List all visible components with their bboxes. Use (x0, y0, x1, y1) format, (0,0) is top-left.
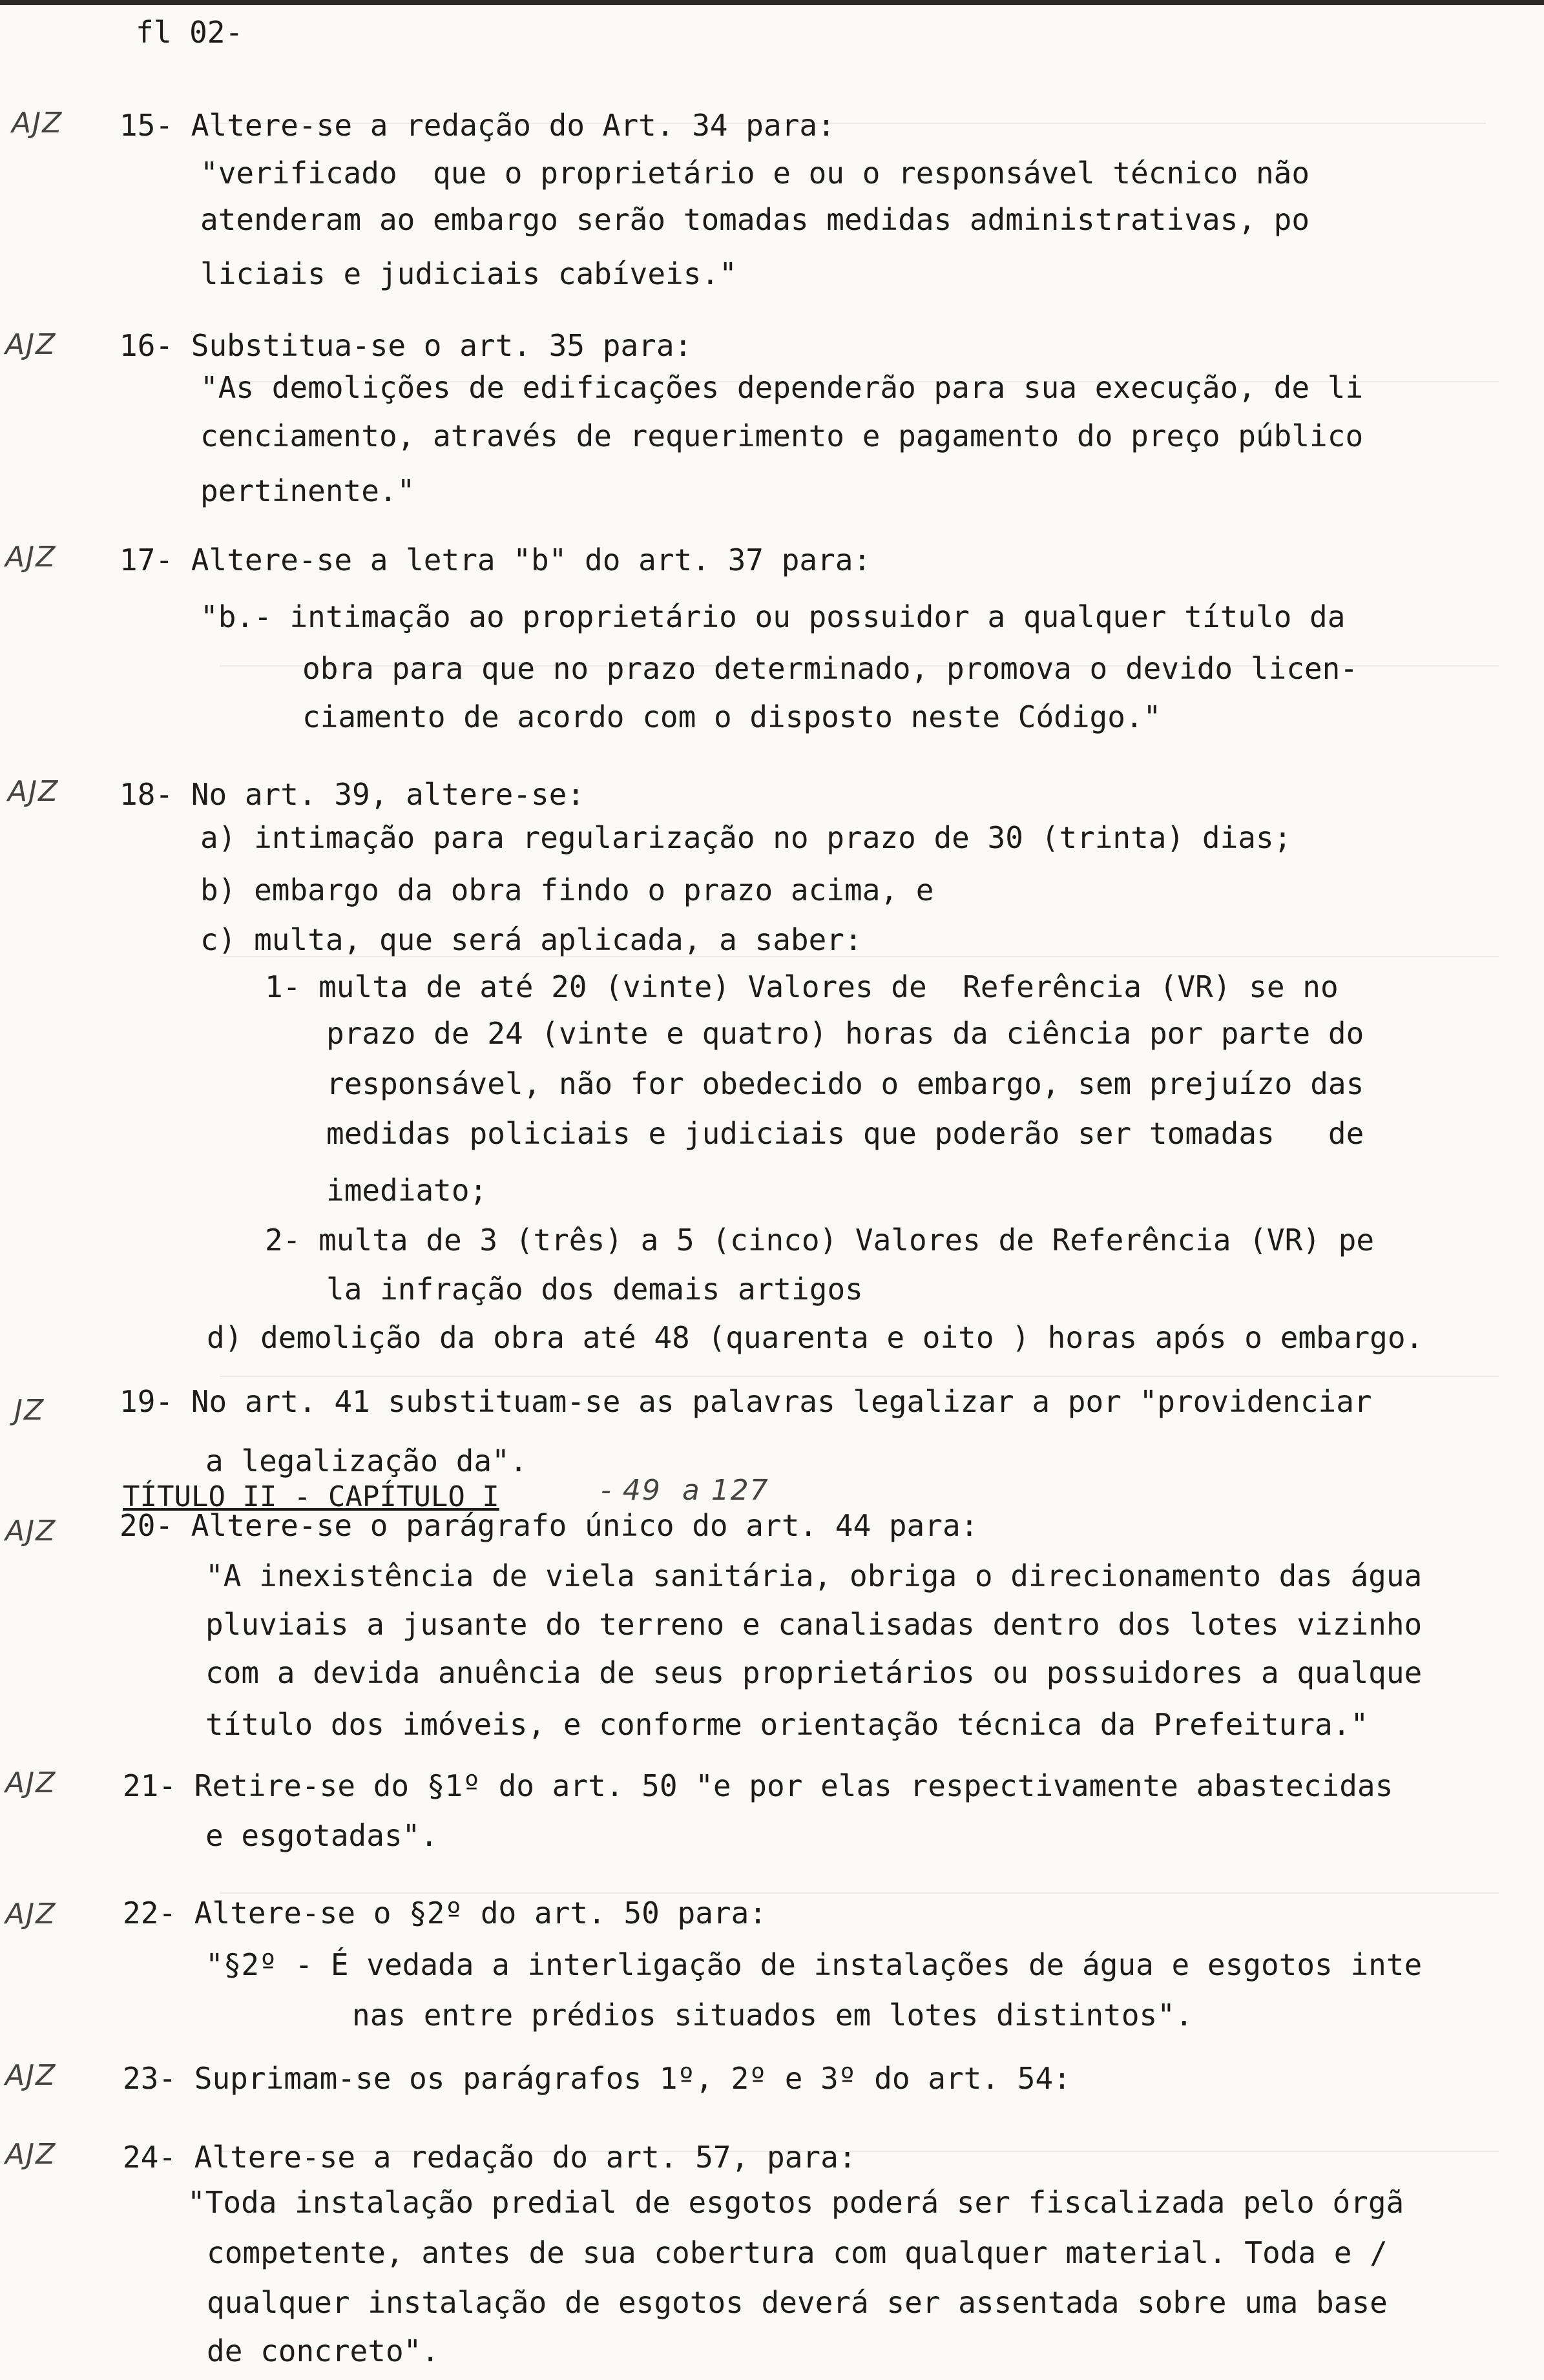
margin-mark: AJZ (8, 775, 59, 808)
text-line: "A inexistência de viela sanitária, obriga o direcionamento das água (205, 1558, 1423, 1593)
text-line: pertinente." (200, 473, 415, 508)
text-line: 2- multa de 3 (três) a 5 (cinco) Valores de Referência (VR) pe (265, 1223, 1375, 1257)
margin-mark: AJZ (5, 1515, 57, 1547)
text-line: responsável, não for obedecido o embargo, sem prejuízo das (326, 1066, 1364, 1101)
text-line: imediato; (326, 1173, 488, 1208)
text-line: b) embargo da obra findo o prazo acima, e (200, 873, 934, 907)
text-line: a) intimação para regularização no prazo de 30 (trinta) dias; (200, 820, 1292, 855)
text-line: "As demolições de edificações dependerão para sua execução, de li (200, 370, 1364, 405)
text-line: atenderam ao embargo serão tomadas medidas administrativas, po (200, 202, 1310, 237)
text-line: 20- Altere-se o parágrafo único do art. 44 para: (120, 1508, 979, 1543)
text-line: qualquer instalação de esgotos deverá ser assentada sobre uma base (207, 2285, 1388, 2320)
text-line: prazo de 24 (vinte e quatro) horas da ciência por parte do (326, 1016, 1364, 1051)
text-line: ciamento de acordo com o disposto neste Código." (302, 699, 1162, 734)
margin-mark: AJZ (5, 2059, 57, 2092)
margin-mark: AJZ (5, 1766, 57, 1799)
text-line: cenciamento, através de requerimento e pagamento do preço público (200, 419, 1364, 453)
folio-number: fl 02- (136, 15, 244, 50)
margin-mark: JZ (14, 1394, 45, 1427)
margin-mark: AJZ (5, 2138, 57, 2171)
handwritten-annotation: - 49 a 127 (601, 1474, 769, 1507)
text-line: 19- No art. 41 substituam-se as palavras legalizar a por "providenciar (120, 1384, 1372, 1419)
margin-mark: AJZ (12, 107, 63, 140)
margin-mark: AJZ (5, 328, 57, 361)
margin-mark: AJZ (5, 541, 57, 574)
text-line: liciais e judiciais cabíveis." (200, 256, 737, 291)
text-line: "verificado que o proprietário e ou o responsável técnico não (200, 156, 1310, 191)
text-line: 17- Altere-se a letra "b" do art. 37 para: (120, 543, 871, 577)
text-line: la infração dos demais artigos (326, 1272, 863, 1307)
text-line: a legalização da". (205, 1444, 528, 1478)
text-line: c) multa, que será aplicada, a saber: (200, 922, 862, 957)
text-line: 21- Retire-se do §1º do art. 50 "e por elas respectivamente abastecidas (123, 1768, 1393, 1803)
text-line: 18- No art. 39, altere-se: (120, 777, 585, 812)
text-line: título dos imóveis, e conforme orientação técnica da Prefeitura." (205, 1707, 1369, 1742)
text-line: 1- multa de até 20 (vinte) Valores de Referência (VR) se no (265, 969, 1339, 1004)
text-line: obra para que no prazo determinado, promova o devido licen- (302, 651, 1358, 686)
text-line: "Toda instalação predial de esgotos poderá ser fiscalizada pelo órgã (187, 2185, 1404, 2220)
text-line: "b.- intimação ao proprietário ou possuidor a qualquer título da (200, 599, 1346, 634)
text-line: 23- Suprimam-se os parágrafos 1º, 2º e 3º do art. 54: (123, 2061, 1071, 2096)
text-line: e esgotadas". (205, 1818, 439, 1853)
text-line: 16- Substitua-se o art. 35 para: (120, 328, 693, 363)
text-line: 22- Altere-se o §2º do art. 50 para: (123, 1896, 767, 1930)
section-title: TÍTULO II - CAPÍTULO I (123, 1480, 499, 1513)
text-line: pluviais a jusante do terreno e canalisadas dentro dos lotes vizinho (205, 1607, 1423, 1642)
text-line: 24- Altere-se a redação do art. 57, para: (123, 2140, 857, 2175)
text-line: medidas policiais e judiciais que poderão ser tomadas de (326, 1116, 1364, 1151)
text-line: 15- Altere-se a redação do Art. 34 para: (120, 108, 835, 143)
text-line: nas entre prédios situados em lotes distintos". (352, 1998, 1193, 2033)
text-line: com a devida anuência de seus proprietários ou possuidores a qualque (205, 1655, 1423, 1690)
margin-mark: AJZ (5, 1898, 57, 1930)
text-line: competente, antes de sua cobertura com qualquer material. Toda e / (207, 2235, 1388, 2270)
text-line: "§2º - É vedada a interligação de instalações de água e esgotos inte (205, 1947, 1423, 1982)
text-line: de concreto". (207, 2333, 440, 2368)
scan-top-edge (0, 0, 1544, 5)
text-line: d) demolição da obra até 48 (quarenta e oito ) horas após o embargo. (207, 1320, 1424, 1355)
